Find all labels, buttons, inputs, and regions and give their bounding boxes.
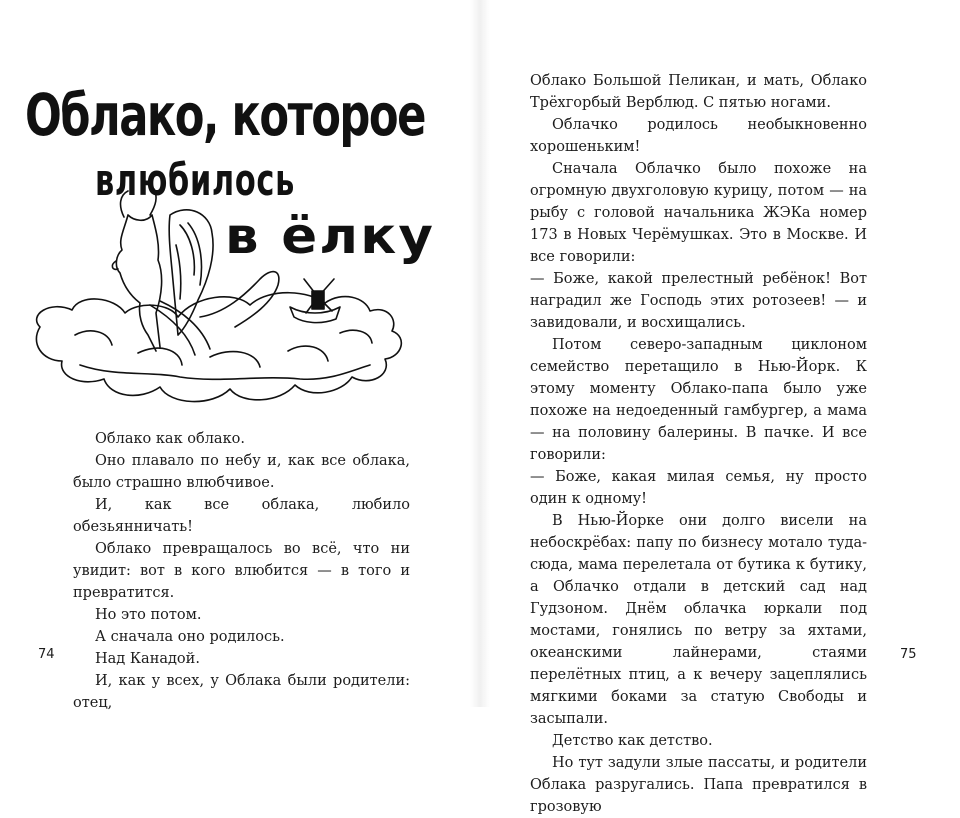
left-page xyxy=(0,0,480,711)
devil-legs xyxy=(150,301,210,355)
page-number-left: 74 xyxy=(38,647,55,662)
title-line-1: Облако, которое xyxy=(25,81,425,149)
paragraph: Над Канадой. xyxy=(95,651,200,667)
title-line-2: влюбилось xyxy=(95,155,295,206)
paragraph: Детство как детство. xyxy=(552,733,713,749)
paragraph: Но это потом. xyxy=(95,607,202,623)
chapter-title-artwork xyxy=(20,65,460,425)
cloud-outline xyxy=(36,293,401,402)
paragraph: Потом северо-западным циклоном семейство перетащило в Нью-Йорк. К этому моменту Облако-папа было уже похоже на недоеденный гамбургер, а мама — на половину балерины. В пачке. И все говорили: xyxy=(530,337,867,463)
paragraph: Облако превращалось во всё, что ни увидит: вот в кого влюбится — в того и превратится. xyxy=(73,541,410,601)
paragraph: А сначала оно родилось. xyxy=(95,629,285,645)
wing-feathers xyxy=(176,223,202,299)
right-page-text xyxy=(530,70,867,818)
paragraph: И, как у всех, у Облака были родители: отец, xyxy=(73,673,410,711)
dialog-line: — Боже, какая милая семья, ну просто один к одному! xyxy=(530,469,867,507)
paragraph: И, как все облака, любило обезьянничать! xyxy=(73,497,410,535)
chapter-title xyxy=(20,65,460,425)
page-number-right: 75 xyxy=(900,647,917,662)
left-page-text xyxy=(73,428,410,714)
title-line-3: в ёлку xyxy=(225,207,435,265)
right-page xyxy=(480,0,960,815)
cloud-ripple xyxy=(80,365,370,379)
paragraph: Облако Большой Пеликан, и мать, Облако Трёхгорбый Верблюд. С пятью ногами. xyxy=(530,73,867,111)
paragraph: Облачко родилось необыкновенно хорошеньким! xyxy=(530,117,867,155)
paragraph: В Нью-Йорке они долго висели на небоскрёбах: папу по бизнесу мотало туда-сюда, мама перелетала от бутика к бутику, а Облачко отдали в детский сад над Гудзоном. Днём облачка юркали под мостами, гонялись по ветру за яхтами, океанскими лайнерами, стаями перелётных птиц, а к вечеру зацеплялись мягкими боками за статую Свободы и засыпали. xyxy=(530,513,867,727)
paragraph: Сначала Облачко было похоже на огромную двухголовую курицу, потом — на рыбу с головой начальника ЖЭКа номер 173 в Новых Черёмушках. Это в Москве. И все говорили: xyxy=(530,161,867,265)
cloud-inner-swirl xyxy=(75,330,372,367)
paragraph: Но тут задули злые пассаты, и родители Облака разругались. Папа превратился в грозовую xyxy=(530,755,867,815)
paragraph: Облако как облако. xyxy=(95,431,245,447)
devil-figure xyxy=(116,215,161,351)
paragraph: Оно плавало по небу и, как все облака, было страшно влюбчивое. xyxy=(73,453,410,491)
dialog-line: — Боже, какой прелестный ребёнок! Вот наградил же Господь этих ротозеев! — и завидовали, и восхищались. xyxy=(530,271,867,331)
windmill-body xyxy=(312,291,324,309)
